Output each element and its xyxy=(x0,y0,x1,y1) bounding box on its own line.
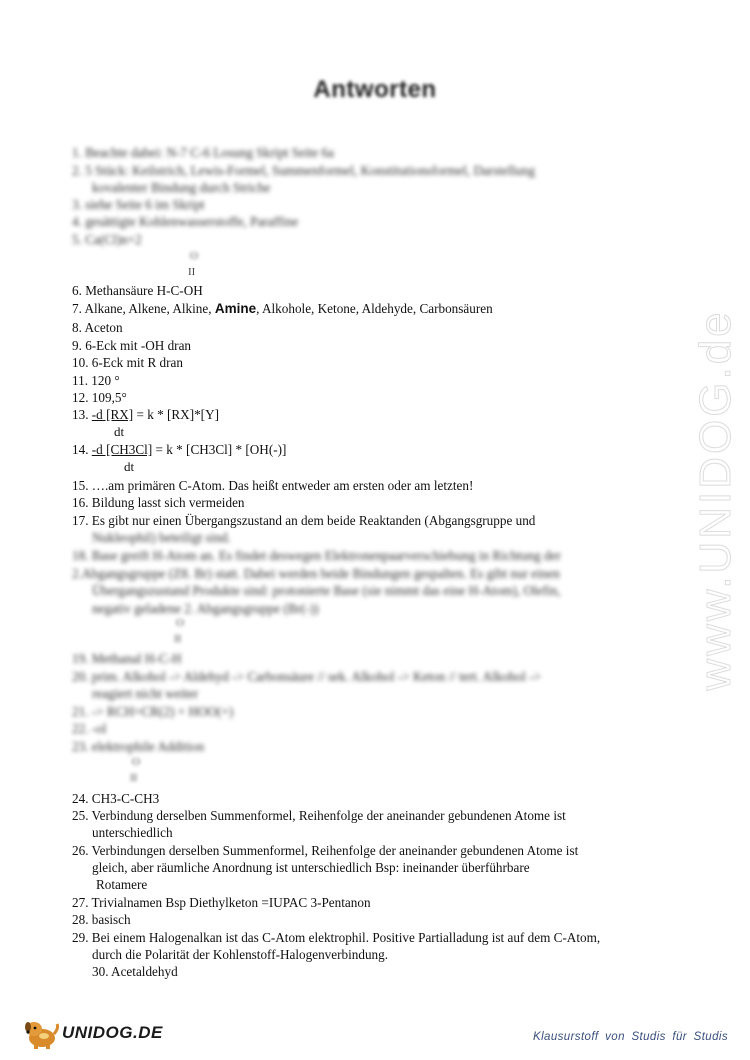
answer-20: 20. prim. Alkohol -> Aldehyd -> Carbonsäure // sek. Alkohol -> Keton // tert. Alkohol -> xyxy=(72,669,541,684)
answer-13-lhs: -d [RX] xyxy=(91,407,134,422)
answer-7-start: 7. Alkane, Alkene, Alkine, xyxy=(72,301,215,316)
answer-11: 11. 120 ° xyxy=(72,373,120,388)
answer-14-number: 14. xyxy=(72,442,92,457)
answer-27: 27. Trivialnamen Bsp Diethylketon =IUPAC 3-Pentanon xyxy=(72,895,371,910)
answer-24: 24. CH3-C-CH3 xyxy=(72,791,160,806)
answer-15: 15. ….am primären C-Atom. Das heißt entweder am ersten oder am letzten! xyxy=(72,478,474,493)
answer-20-cont: reagiert nicht weiter xyxy=(92,686,199,701)
dog-mascot-icon xyxy=(22,1016,60,1050)
answer-1: 1. Beachte dabei: N-7 C-6 Losung Skript Seite 6a xyxy=(72,145,334,160)
answer-5: 5. Ca(Cl)n+2 xyxy=(72,232,142,247)
answer-29-cont: durch die Polarität der Kohlenstoff-Halogenverbindung. xyxy=(92,947,389,962)
logo-text: UNIDOG.DE xyxy=(62,1023,163,1042)
answer-29: 29. Bei einem Halogenalkan ist das C-Atom elektrophil. Positive Partialladung ist auf dem C-Atom, xyxy=(72,930,601,945)
answer-13-rhs: = k * [RX]*[Y] xyxy=(133,407,219,422)
answer-26-cont-2: Rotamere xyxy=(96,877,148,892)
chem1-double-bond: II xyxy=(188,266,196,278)
answer-7-emphasis: Amine xyxy=(214,301,257,316)
answer-17-cont: Nukleophil) beteiligt sind. xyxy=(92,530,231,545)
answer-26: 26. Verbindungen derselben Summenformel, Reihenfolge der aneinander gebundenen Atome ist xyxy=(72,843,579,858)
answer-6: 6. Methansäure H-C-OH xyxy=(72,283,203,298)
answer-13-number: 13. xyxy=(72,407,92,422)
answer-13-dt: dt xyxy=(114,424,125,439)
chem3-double-bond: II xyxy=(130,772,138,784)
answer-28: 28. basisch xyxy=(72,912,131,927)
answer-18: 18. Base greift H-Atom an. Es findet deswegen Elektronenpaarverschiebung in Richtung der xyxy=(72,548,561,563)
answer-13 xyxy=(72,406,219,423)
footer-logo xyxy=(22,1016,163,1050)
answer-9: 9. 6-Eck mit -OH dran xyxy=(72,338,192,353)
answer-14-lhs: -d [CH3Cl] xyxy=(91,442,153,457)
answer-18-cont-1: 2.Abgangsgruppe (Z8. Br) statt. Dabei werden beide Bindungen gespalten. Es gibt nur einen xyxy=(72,566,560,581)
answer-18-cont-3: negativ geladene 2. Abgangsgruppe (Br(-)) xyxy=(92,601,319,616)
answer-2-cont: kovalenter Bindung durch Striche xyxy=(92,180,271,195)
answer-8: 8. Aceton xyxy=(72,320,123,335)
chem2-double-bond: II xyxy=(174,633,182,645)
answer-18-cont-2: Übergangszustand Produkte sind: protonierte Base (sie nimmt das eine H-Atom), Olefin, xyxy=(92,583,561,598)
answer-3: 3. siehe Seite 6 im Skript xyxy=(72,197,205,212)
answer-12: 12. 109,5° xyxy=(72,390,127,405)
answer-4: 4. gesättigte Kohlenwasserstoffe, Paraffine xyxy=(72,214,299,229)
footer-tagline: Klausurstoff von Studis für Studis xyxy=(533,1031,728,1043)
answer-26-cont-1: gleich, aber räumliche Anordnung ist unterschiedlich Bsp: ineinander überführbare xyxy=(92,860,530,875)
answer-10: 10. 6-Eck mit R dran xyxy=(72,355,183,370)
chem1-oxygen: O xyxy=(190,250,198,262)
answer-2: 2. 5 Stück: Keilstrich, Lewis-Formel, Summenformel, Konstitutionsformel, Darstellung xyxy=(72,163,535,178)
answer-17: 17. Es gibt nur einen Übergangszustand an dem beide Reaktanden (Abgangsgruppe und xyxy=(72,513,536,528)
answer-25-cont: unterschiedlich xyxy=(92,825,173,840)
answer-14-dt: dt xyxy=(124,459,135,474)
watermark: www.UNIDOG.de xyxy=(691,309,740,691)
answer-23: 23. elektrophile Addition xyxy=(72,739,205,754)
page-title: Antworten xyxy=(313,76,437,103)
answer-14-rhs: = k * [CH3Cl] * [OH(-)] xyxy=(152,442,287,457)
answer-21: 21. -> RCH=CR(2) + HOO(+) xyxy=(72,704,234,719)
answer-19: 19. Methanal H-C-H xyxy=(72,651,182,666)
answer-16: 16. Bildung lasst sich vermeiden xyxy=(72,495,245,510)
answer-30: 30. Acetaldehyd xyxy=(92,964,178,979)
answer-7 xyxy=(72,300,493,317)
chem2-oxygen: O xyxy=(176,617,184,629)
answer-7-end: , Alkohole, Ketone, Aldehyde, Carbonsäuren xyxy=(256,301,493,316)
chem3-oxygen: O xyxy=(132,756,140,768)
answer-25: 25. Verbindung derselben Summenformel, Reihenfolge der aneinander gebundenen Atome ist xyxy=(72,808,566,823)
answer-22: 22. -ol xyxy=(72,721,107,736)
answer-14 xyxy=(72,441,286,458)
